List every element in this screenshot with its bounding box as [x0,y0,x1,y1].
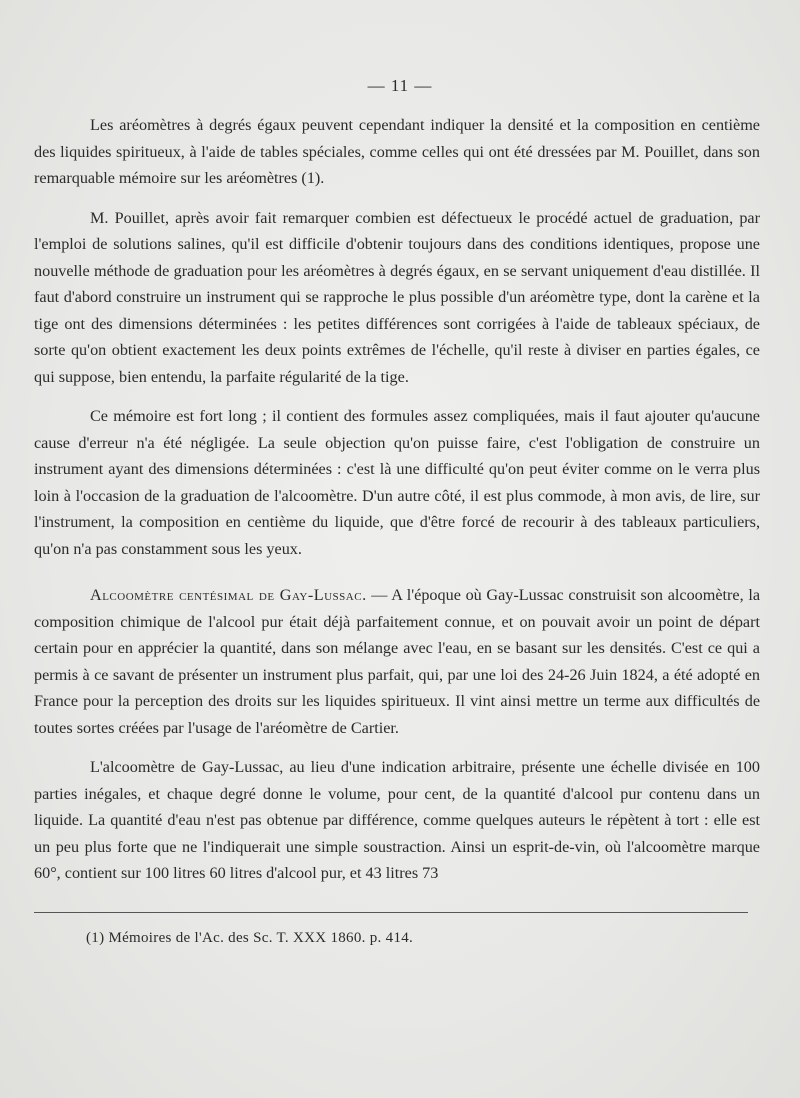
body-text [34,112,760,900]
paragraph-1: Les aréomètres à degrés égaux peuvent cependant indiquer la densité et la composition en centième des liquides spiritueux, à l'aide de tables spéciales, comme celles qui ont été dressées par M. Pouillet, dans son remarquable mémoire sur les aréomètres (1). [34,116,760,187]
page-number: — 11 — [367,76,433,95]
footnote-divider [34,912,748,913]
section-heading: Alcoomètre centésimal de Gay-Lussac. [90,586,367,604]
paragraph-2: M. Pouillet, après avoir fait remarquer combien est défectueux le procédé actuel de graduation, par l'emploi de solutions salines, qu'il est difficile d'obtenir toujours dans des conditions identiques, propose une nouvelle méthode de graduation pour les aréomètres à degrés égaux, en se servant uniquement d'eau distillée. Il faut d'abord construire un instrument qui se rapproche le plus possible d'un aréomètre type, dont la carène et la tige ont des dimensions déterminées : les petites différences sont corrigées à l'aide de tableaux spéciaux, de sorte qu'on obtient exactement les deux points extrêmes de l'échelle, qu'il reste à diviser en parties égales, ce qui suppose, bien entendu, la parfaite régularité de la tige. [34,208,760,386]
section-paragraph [34,582,760,741]
paragraph-3: Ce mémoire est fort long ; il contient des formules assez compliquées, mais il faut ajouter qu'aucune cause d'erreur n'a été négligée. La seule objection qu'on puisse faire, c'est l'obligation de construire un instrument ayant des dimensions déterminées : c'est là une difficulté qu'on peut éviter comme on le verra plus loin à l'occasion de la graduation de l'alcoomètre. D'un autre côté, il est plus commode, à mon avis, de lire, sur l'instrument, la composition en centième du liquide, que d'être forcé de recourir à des tableaux particuliers, qu'on n'a pas constamment sous les yeux. [34,407,760,558]
paragraph-5: L'alcoomètre de Gay-Lussac, au lieu d'une indication arbitraire, présente une échelle divisée en 100 parties inégales, et chaque degré donne le volume, pour cent, de la quantité d'alcool pur contenu dans un liquide. La quantité d'eau n'est pas obtenue par différence, comme quelques auteurs le répètent à tort : elle est un peu plus forte que ne l'indiquerait une simple soustraction. Ainsi un esprit-de-vin, où l'alcoomètre marque 60°, contient sur 100 litres 60 litres d'alcool pur, et 43 litres 73 [34,758,760,882]
footnote: (1) Mémoires de l'Ac. des Sc. T. XXX 1860. p. 414. [86,930,414,946]
section-text: — A l'époque où Gay-Lussac construisit son alcoomètre, la composition chimique de l'alcool pur était déjà parfaitement connue, et on pouvait avoir un point de départ certain pour en apprécier la quantité, dans son mélange avec l'eau, en se basant sur les densités. C'est ce qui a permis à ce savant de présenter un instrument plus parfait, qui, par une loi des 24-26 Juin 1824, a été adopté en France pour la perception des droits sur les liquides spiritueux. Il vint ainsi mettre un terme aux difficultés de toutes sortes créées par l'usage de l'aréomètre de Cartier. [34,586,761,737]
